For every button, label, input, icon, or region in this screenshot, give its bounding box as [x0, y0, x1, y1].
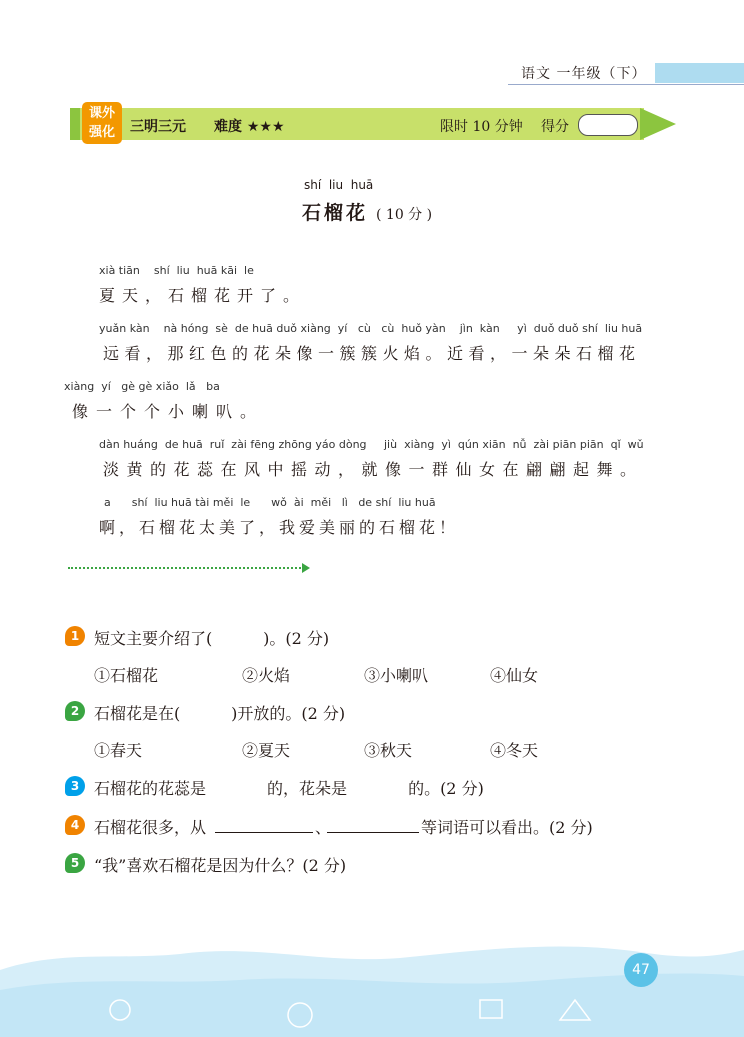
line-2-text: 远看，那红色的花朵像一簇簇火焰。近看，一朵朵石榴花: [103, 344, 641, 363]
question-2-option-4[interactable]: ④冬天: [490, 741, 539, 760]
difficulty-rating: 难度 ★★★: [214, 119, 285, 135]
score-label: 得分: [541, 119, 569, 135]
question-5-number: 5: [65, 853, 85, 873]
question-2-text: 石榴花是在( )开放的。(2 分): [94, 704, 346, 723]
line-4-text: 淡黄的花蕊在风中摇动，就像一群仙女在翩翩起舞。: [103, 460, 644, 479]
page-number: 47: [624, 953, 658, 987]
banner-left-strip: [70, 108, 80, 140]
question-3-number: 3: [65, 776, 85, 796]
question-4-separator: 、: [315, 818, 332, 837]
subject-grade-label: 语文 一年级（下）: [521, 66, 647, 82]
badge-line-1: 课外: [88, 106, 115, 121]
score-input-box[interactable]: [578, 114, 638, 136]
question-1-option-4[interactable]: ④仙女: [490, 666, 539, 685]
line-5-pinyin: a shí liu huā tài měi le wǒ ài měi lì de shí liu huā: [104, 496, 436, 509]
section-divider: [68, 567, 304, 569]
question-1-text: 短文主要介绍了( )。(2 分): [94, 629, 330, 648]
question-3-text: 石榴花的花蕊是 的，花朵是 的。(2 分): [94, 779, 484, 798]
question-2-number: 2: [65, 701, 85, 721]
question-1-option-1[interactable]: ①石榴花: [94, 666, 159, 685]
badge-line-2: 强化: [88, 125, 115, 140]
divider-arrow-icon: [302, 563, 310, 573]
banner-title: 三明三元: [130, 119, 186, 135]
question-1-option-2[interactable]: ②火焰: [242, 666, 291, 685]
line-5-text: 啊，石榴花太美了，我爱美丽的石榴花！: [99, 518, 460, 537]
header-underline: [508, 84, 744, 85]
header-color-bar: [655, 63, 744, 83]
line-3-text: 像一个个小喇叭。: [72, 402, 265, 421]
question-1-option-3[interactable]: ③小喇叭: [364, 666, 429, 685]
question-4-text-start: 石榴花很多，从: [94, 818, 207, 837]
question-4-text-end: 等词语可以看出。(2 分): [421, 818, 593, 837]
title-pinyin: shí liu huā: [304, 178, 374, 192]
article-title: 石榴花: [302, 202, 369, 224]
extracurricular-badge: [82, 102, 122, 144]
question-2-option-2[interactable]: ②夏天: [242, 741, 291, 760]
time-limit: 限时 10 分钟: [440, 119, 523, 135]
question-5-text: “我”喜欢石榴花是因为什么？(2 分): [94, 856, 347, 875]
question-2-option-1[interactable]: ①春天: [94, 741, 143, 760]
question-1-number: 1: [65, 626, 85, 646]
line-1-text: 夏天，石榴花开了。: [99, 286, 307, 305]
question-4-blank-1[interactable]: [215, 832, 313, 833]
question-2-option-3[interactable]: ③秋天: [364, 741, 413, 760]
line-4-pinyin: dàn huáng de huā ruǐ zài fēng zhōng yáo dòng jiù xiàng yì qún xiān nǚ zài piān piān qǐ wǔ: [99, 438, 644, 451]
question-4-blank-2[interactable]: [327, 832, 419, 833]
banner-arrow-icon: [640, 108, 676, 140]
line-1-pinyin: xià tiān shí liu huā kāi le: [99, 264, 254, 277]
question-4-number: 4: [65, 815, 85, 835]
line-2-pinyin: yuǎn kàn nà hóng sè de huā duǒ xiàng yí cù cù huǒ yàn jìn kàn yì duǒ duǒ shí liu huā: [99, 322, 643, 335]
article-points: ( 10 分 ): [376, 207, 433, 223]
line-3-pinyin: xiàng yí gè gè xiǎo lǎ ba: [64, 380, 220, 393]
